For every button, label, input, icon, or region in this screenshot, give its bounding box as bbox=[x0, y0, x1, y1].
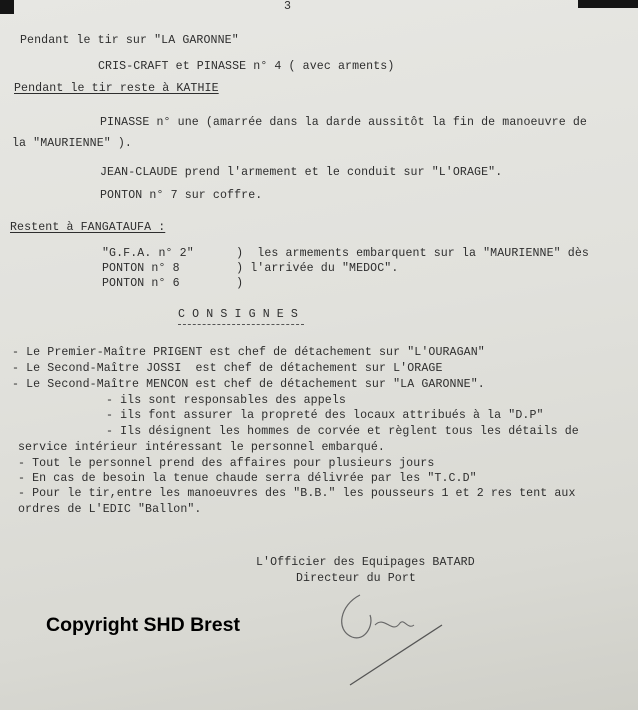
text-line: - Tout le personnel prend des affaires pour plusieurs jours bbox=[18, 457, 435, 470]
text-line: la "MAURIENNE" ). bbox=[12, 137, 132, 150]
text-line: ordres de L'EDIC "Ballon". bbox=[18, 503, 202, 516]
text-line: - Pour le tir,entre les manoeuvres des "B.B." les pousseurs 1 et 2 res tent aux bbox=[18, 487, 576, 500]
signatory-role: Directeur du Port bbox=[296, 572, 416, 585]
text-line: "G.F.A. n° 2" ) les armements embarquent sur la "MAURIENNE" dès bbox=[102, 247, 589, 260]
text-line: - Le Second-Maître MENCON est chef de détachement sur "LA GARONNE". bbox=[12, 378, 485, 391]
text-line: Pendant le tir sur "LA GARONNE" bbox=[20, 34, 239, 47]
scan-edge bbox=[578, 0, 638, 8]
text-line: - Ils désignent les hommes de corvée et règlent tous les détails de bbox=[106, 425, 579, 438]
text-line: - ils font assurer la propreté des locaux attribués à la "D.P" bbox=[106, 409, 544, 422]
text-line: - ils sont responsables des appels bbox=[106, 394, 346, 407]
text-line: - Le Second-Maître JOSSI est chef de détachement sur L'ORAGE bbox=[12, 362, 443, 375]
text-line: - Le Premier-Maître PRIGENT est chef de détachement sur "L'OURAGAN" bbox=[12, 346, 485, 359]
scan-edge bbox=[0, 0, 14, 14]
section-heading: Pendant le tir reste à KATHIE bbox=[14, 82, 219, 95]
consignes-heading: C O N S I G N E S bbox=[178, 308, 298, 321]
signatory-title: L'Officier des Equipages BATARD bbox=[256, 556, 475, 569]
text-line: PONTON n° 7 sur coffre. bbox=[100, 189, 263, 202]
heading-rule bbox=[178, 324, 304, 325]
text-line: PONTON n° 6 ) bbox=[102, 277, 244, 290]
text-line: PINASSE n° une (amarrée dans la darde aussitôt la fin de manoeuvre de bbox=[100, 116, 587, 129]
handwritten-signature bbox=[330, 585, 460, 695]
page-number: 3 bbox=[284, 0, 292, 13]
text-line: - En cas de besoin la tenue chaude serra délivrée par les "T.C.D" bbox=[18, 472, 477, 485]
text-line: PONTON n° 8 ) l'arrivée du "MEDOC". bbox=[102, 262, 399, 275]
text-line: CRIS-CRAFT et PINASSE n° 4 ( avec arments) bbox=[98, 60, 395, 73]
text-line: JEAN-CLAUDE prend l'armement et le conduit sur "L'ORAGE". bbox=[100, 166, 503, 179]
section-heading: Restent à FANGATAUFA : bbox=[10, 221, 166, 234]
text-line: service intérieur intéressant le personnel embarqué. bbox=[18, 441, 385, 454]
copyright-watermark: Copyright SHD Brest bbox=[46, 614, 240, 636]
